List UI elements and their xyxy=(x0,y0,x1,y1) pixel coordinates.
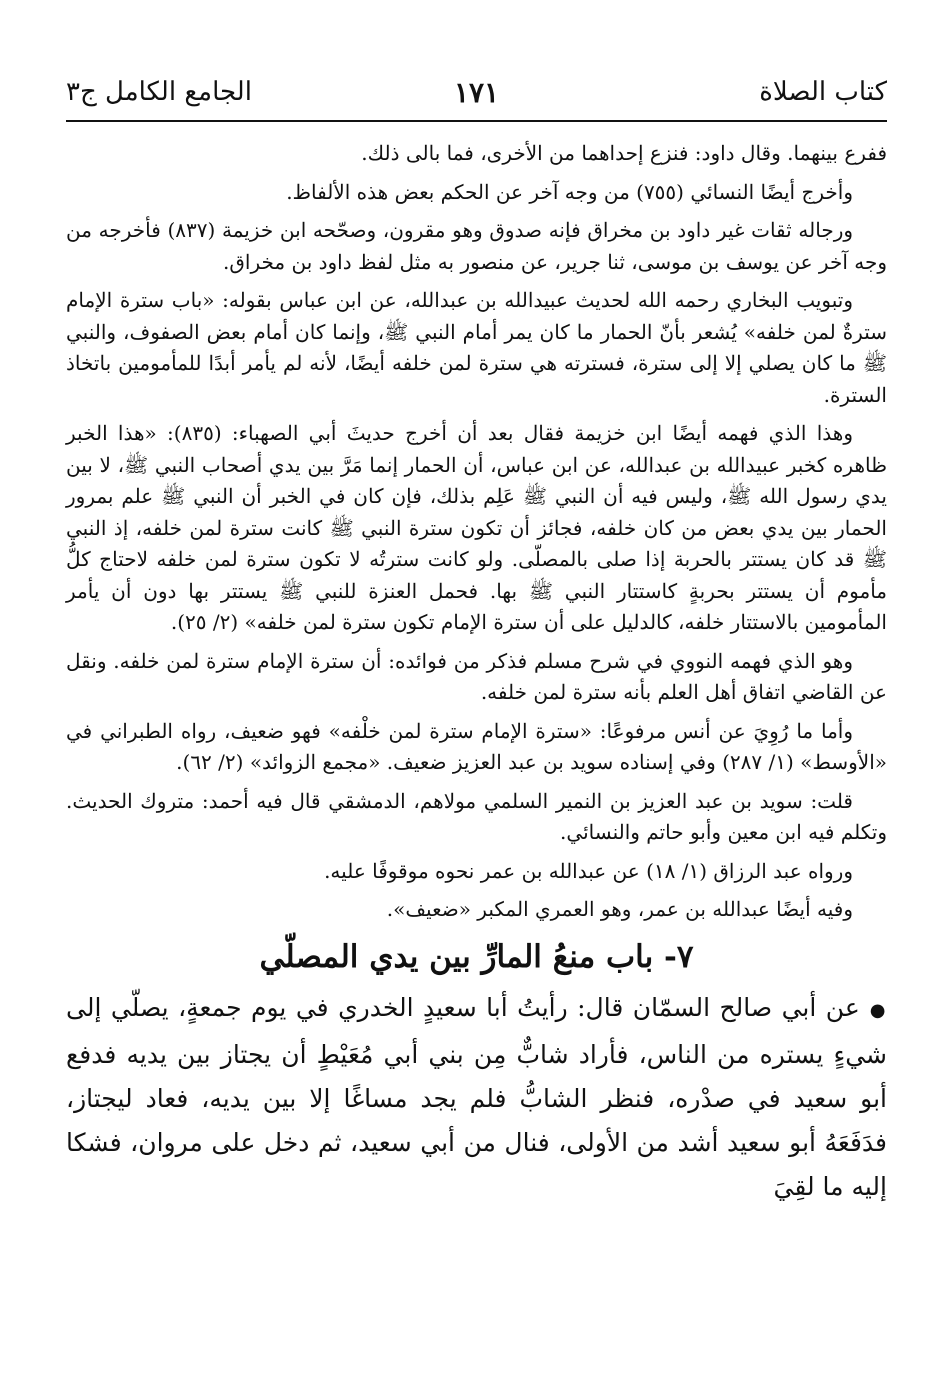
volume-title: الجامع الكامل ج٣ xyxy=(66,77,252,107)
page-number: ١٧١ xyxy=(453,75,500,109)
paragraph: وهو الذي فهمه النووي في شرح مسلم فذكر من فوائده: أن سترة الإمام سترة لمن خلفه. ونقل عن القاضي اتفاق أهل العلم بأنه سترة لمن خلفه. xyxy=(66,648,887,704)
bullet-icon: ● xyxy=(869,999,887,1021)
paragraph: قلت: سويد بن عبد العزيز بن النمير السلمي مولاهم، الدمشقي قال فيه أحمد: متروك الحديث. وتكلم فيه ابن معين وأبو حاتم والنسائي. xyxy=(66,788,887,844)
paragraph: ففرع بينهما. وقال داود: فنزع إحداهما من الأخرى، فما بالى ذلك. xyxy=(361,141,887,165)
hadith-text-block xyxy=(66,986,887,1209)
paragraph: وأخرج أيضًا النسائي (٧٥٥) من وجه آخر عن الحكم بعض هذه الألفاظ. xyxy=(286,179,853,204)
page-header xyxy=(66,72,887,112)
paragraph: وفيه أيضًا عبدالله بن عمر، وهو العمري المكبر «ضعيف». xyxy=(386,897,853,921)
paragraph: ورجاله ثقات غير داود بن مخراق فإنه صدوق وهو مقرون، وصحّحه ابن خزيمة (٨٣٧) فأخرجه من وجه آخر عن يوسف بن موسى، ثنا جرير، عن منصور به مثل لفظ داود بن مخراق. xyxy=(66,218,887,274)
hadith-text: عن أبي صالح السمّان قال: رأيتُ أبا سعيدٍ الخدري في يوم جمعةٍ، يصلّي إلى شيءٍ يستره من الناس، فأراد شابٌّ مِن بني أبي مُعَيْطٍ أن يجتاز بين يديه فدفع أبو سعيد في صدْره، فنظر الشابُّ فلم يجد مساغًا إلا بين يديه، فعاد ليجتاز، فدَفَعَهُ أبو سعيد أشد من الأولى، فنال من أبي سعيد، ثم دخل على مروان، فشكا إليه ما لقِيَ xyxy=(66,992,887,1201)
paragraph: وتبويب البخاري رحمه الله لحديث عبيدالله بن عبدالله، عن ابن عباس بقوله: «باب سترة الإمام سترةٌ لمن خلفه» يُشعر بأنّ الحمار ما كان يمر أمام النبي ﷺ، وإنما كان أمام بعض الصفوف، والنبي ﷺ ما كان يصلي إلا إلى سترة، فسترته هي سترة لمن خلفه أيضًا، لأنه لم يأمر أبدًا للمأمومين باتخاذ السترة. xyxy=(66,288,887,407)
paragraph: ورواه عبد الرزاق (١/ ١٨) عن عبدالله بن عمر نحوه موقوفًا عليه. xyxy=(324,858,853,883)
paragraph: وهذا الذي فهمه أيضًا ابن خزيمة فقال بعد أن أخرج حديثَ أبي الصهباء: (٨٣٥): «هذا الخبر ظاهره كخبر عبيدالله بن عبدالله، عن ابن عباس، أن الحمار إنما مَرَّ بين يدي أصحاب النبي ﷺ، لا بين يدي رسول الله ﷺ، وليس فيه أن النبي ﷺ عَلِم بذلك، فإن كان في الخبر أن النبي ﷺ علم بمرور الحمار بين يدي بعض من كان خلفه، فجائز أن تكون سترة النبي ﷺ كانت سترة لمن خلفه، إذ النبي ﷺ قد كان يستتر بالحربة إذا صلى بالمصلّى. ولو كانت سترتُه لا تكون سترة لمن خلفه لاحتاج كلُّ مأموم أن يستتر بحربةٍ كاستتار النبي ﷺ بها. فحمل العنزة للنبي ﷺ يستتر بها دون أن يأمر المأمومين بالاستتار خلفه، كالدليل على أن سترة الإمام تكون سترة لمن خلفه» (٢/ ٢٥). xyxy=(66,421,887,634)
paragraph: وأما ما رُوِيَ عن أنس مرفوعًا: «سترة الإمام سترة لمن خلْفه» فهو ضعيف، رواه الطبراني في «الأوسط» (١/ ٢٨٧) وفي إسناده سويد بن عبد العزيز ضعيف. «مجمع الزوائد» (٢/ ٦٢). xyxy=(66,718,887,774)
page-body xyxy=(66,138,887,1209)
header-rule xyxy=(66,120,887,122)
chapter-heading: ٧- باب منعُ المارِّ بين يدي المصلّي xyxy=(259,938,694,975)
book-title: كتاب الصلاة xyxy=(759,77,887,107)
